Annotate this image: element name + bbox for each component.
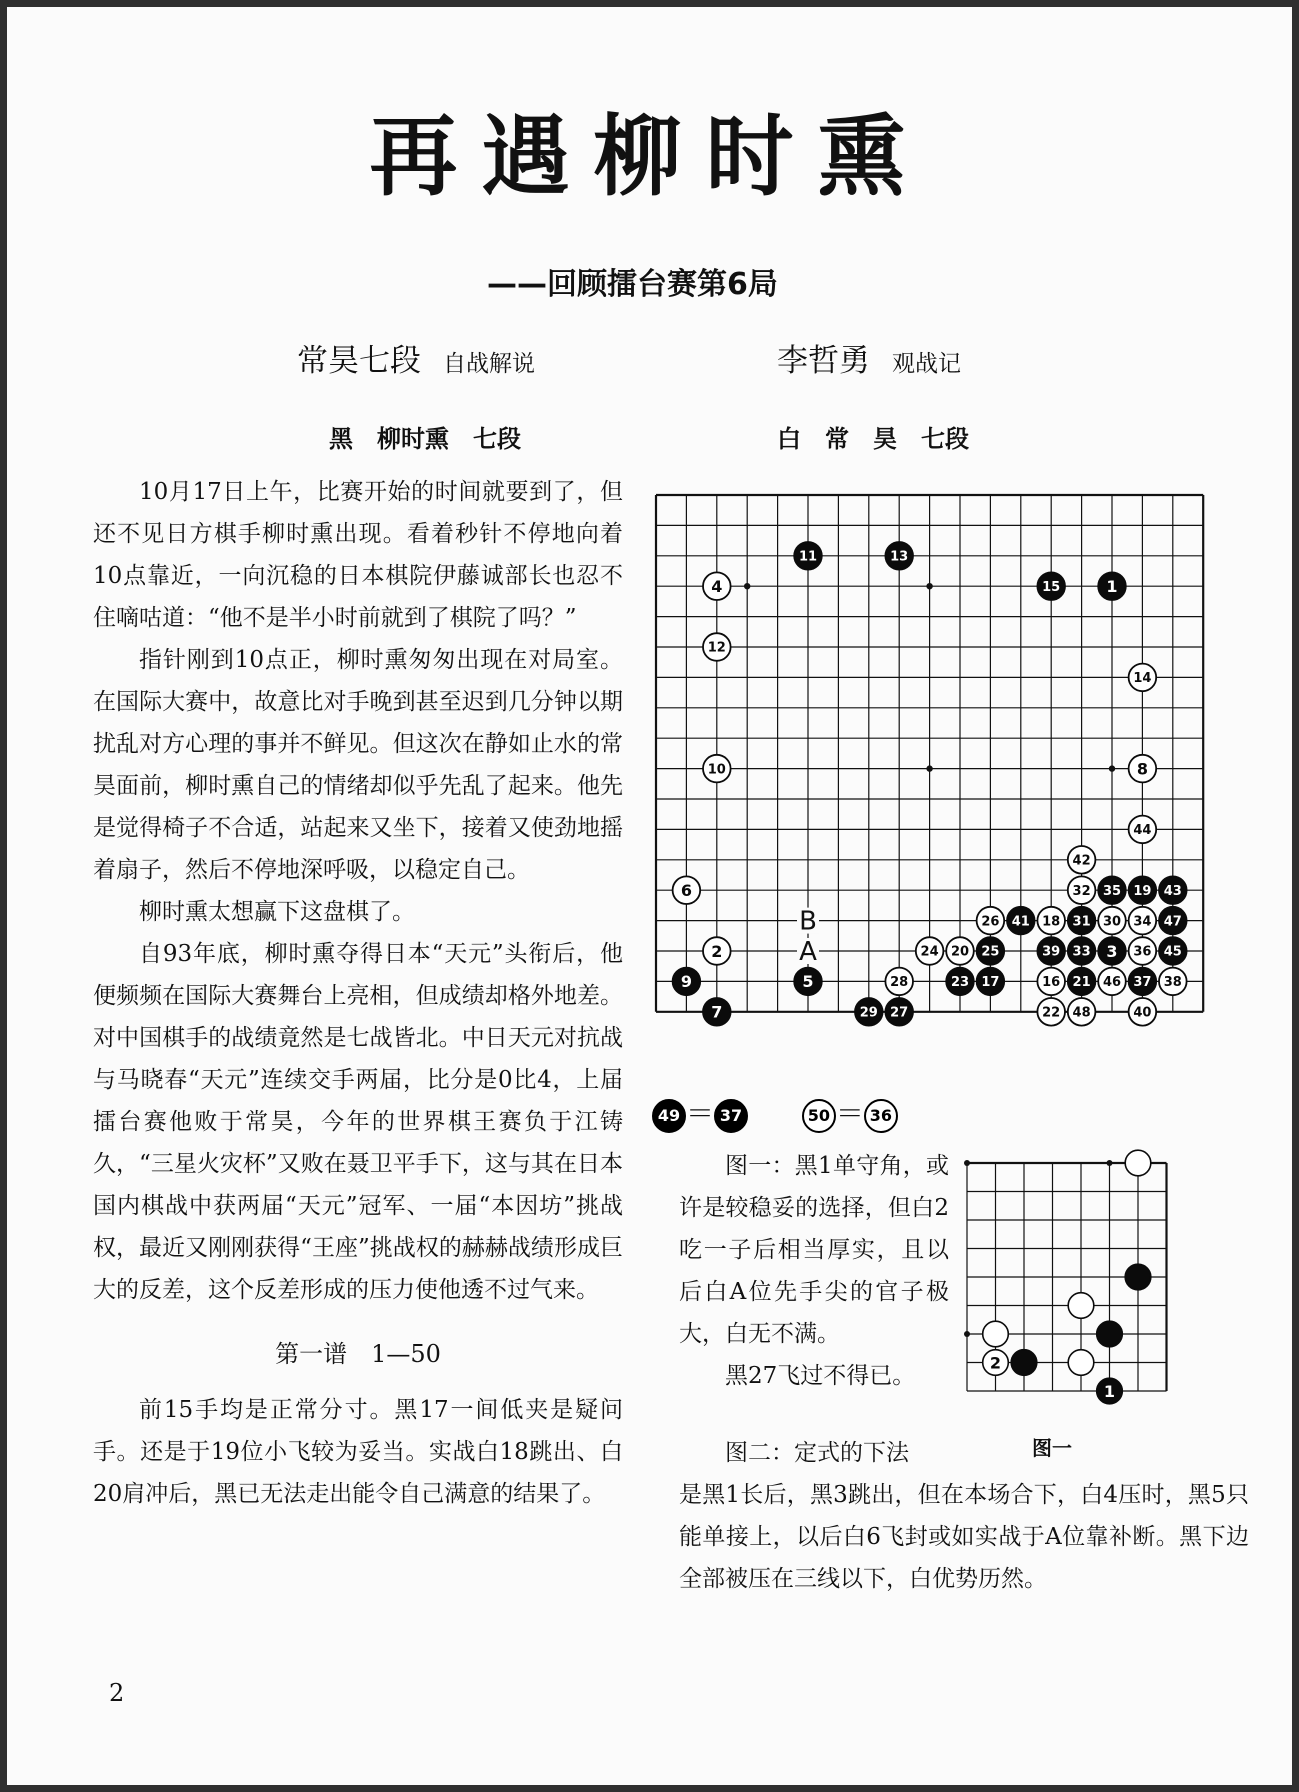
move-number: 17 [981, 975, 1000, 991]
move-number: 15 [1042, 579, 1061, 595]
white-stone [1125, 1150, 1151, 1176]
author-left-role: 自战解说 [443, 351, 535, 377]
move-number: 24 [920, 944, 939, 960]
move-number: 34 [1133, 914, 1152, 930]
paragraph: 是黑1长后，黑3跳出，但在本场合下，白4压时，黑5只能单接上，以后白6飞封或如实战于A位靠补断。黑下边全部被压在三线以下，白优势历然。 [679, 1482, 1249, 1592]
move-number: 11 [798, 549, 818, 565]
white-stone: 50 [802, 1099, 836, 1133]
paragraph: 自93年底，柳时熏夺得日本“天元”头衔后，他便频频在国际大赛舞台上亮相，但成绩却格外地差。对中国棋手的战绩竟然是七战皆北。中日天元对抗战与马晓春“天元”连续交手两届，比分是0比4，上届擂台赛他败于常昊，今年的世界棋王赛负于江铸久，“三星火灾杯”又败在聂卫平手下，这与其在日本国内棋战中获两届“天元”冠军、一届“本因坊”挑战权，最近又刚刚获得“王座”挑战权的赫赫战绩形成巨大的反差，这个反差形成的压力使他透不过气来。 [93, 941, 623, 1303]
move-number: 23 [950, 975, 970, 991]
move-number: 47 [1163, 914, 1182, 930]
move-number: 14 [1133, 671, 1152, 687]
move-number: 28 [890, 975, 909, 991]
figure-one-diagram [955, 1147, 1227, 1419]
move-number: 9 [680, 972, 692, 992]
move-number: 31 [1072, 914, 1091, 930]
black-stone [1125, 1264, 1151, 1290]
star-point [964, 1331, 970, 1337]
black-stone [1011, 1350, 1037, 1376]
move-number: 39 [1042, 944, 1061, 960]
move-number: 26 [981, 914, 1000, 930]
move-number: 22 [1042, 1005, 1061, 1021]
move-number: 43 [1163, 883, 1182, 899]
black-stone: 49 [652, 1099, 686, 1133]
black-stone [1097, 1321, 1123, 1347]
page [7, 7, 1292, 1785]
stone-equivalences [652, 1092, 898, 1133]
move-number: 32 [1072, 883, 1091, 899]
move-number: 19 [1133, 883, 1152, 899]
point-label: B [799, 906, 817, 937]
equals-sign: ＝ [686, 1097, 715, 1130]
move-number: 36 [1133, 944, 1152, 960]
article-subtitle: ——回顾擂台赛第6局 [487, 267, 778, 302]
author-right-role: 观战记 [892, 351, 961, 377]
black-stone: 37 [714, 1099, 748, 1133]
star-point [926, 765, 932, 771]
move-number: 2 [989, 1353, 1002, 1373]
move-number: 33 [1072, 944, 1091, 960]
move-number: 4 [711, 576, 723, 596]
star-point [744, 583, 750, 589]
author-right [777, 335, 961, 380]
point-label: A [799, 937, 817, 967]
paragraph: 柳时熏太想赢下这盘棋了。 [139, 899, 415, 925]
move-number: 1 [1106, 576, 1118, 596]
move-number: 5 [802, 972, 814, 992]
move-number: 40 [1133, 1005, 1152, 1021]
move-number: 42 [1072, 853, 1091, 869]
star-point [926, 583, 932, 589]
move-number: 37 [1133, 975, 1152, 991]
player-white: 白 常 昊 七段 [777, 425, 969, 453]
move-number: 2 [711, 941, 723, 961]
white-stone [1068, 1293, 1094, 1319]
star-point [964, 1160, 970, 1166]
move-number: 16 [1042, 975, 1061, 991]
move-number: 35 [1102, 883, 1122, 899]
right-bottom-text [679, 1432, 1249, 1600]
left-column [93, 471, 623, 1515]
right-column [679, 1145, 949, 1397]
move-number: 30 [1102, 914, 1122, 930]
move-number: 1 [1103, 1382, 1116, 1401]
move-number: 18 [1042, 914, 1061, 930]
author-left-name: 常昊七段 [297, 343, 421, 379]
star-point [1109, 765, 1115, 771]
paragraph: 黑27飞过不得已。 [725, 1363, 916, 1389]
move-number: 41 [1011, 914, 1030, 930]
section-title: 第一谱 1—50 [275, 1340, 441, 1368]
move-number: 38 [1163, 975, 1182, 991]
white-stone: 36 [864, 1099, 898, 1133]
move-number: 12 [707, 640, 726, 656]
white-stone [983, 1321, 1009, 1347]
equals-sign: ＝ [835, 1097, 864, 1130]
white-stone [1068, 1350, 1094, 1376]
move-number: 13 [890, 549, 909, 565]
move-number: 27 [890, 1005, 909, 1021]
page-number: 2 [109, 1679, 125, 1707]
move-number: 29 [859, 1005, 878, 1021]
paragraph: 图一：黑1单守角，或许是较稳妥的选择，但白2吃一子后相当厚实，且以后白A位先手尖的官子极大，白无不满。 [679, 1153, 949, 1347]
paragraph: 图二：定式的下法 [725, 1440, 909, 1466]
move-number: 21 [1072, 975, 1091, 991]
author-left [297, 335, 535, 380]
article-title: 再遇柳时熏 [369, 105, 930, 208]
move-number: 46 [1102, 975, 1122, 991]
move-number: 8 [1136, 759, 1148, 779]
paragraph: 前15手均是正常分寸。黑17一间低夹是疑问手。还是于19位小飞较为妥当。实战白18跳出、白20肩冲后，黑已无法走出能令自己满意的结果了。 [93, 1397, 623, 1507]
star-point [1107, 1160, 1113, 1166]
paragraph: 10月17日上午，比赛开始的时间就要到了，但还不见日方棋手柳时熏出现。看着秒针不停地向着10点靠近，一向沉稳的日本棋院伊藤诚部长也忍不住嘀咕道：“他不是半小时前就到了棋院了吗？” [93, 479, 623, 631]
move-number: 7 [711, 1002, 723, 1022]
move-number: 10 [707, 762, 726, 778]
move-number: 6 [680, 880, 692, 900]
move-number: 45 [1163, 944, 1182, 960]
move-number: 44 [1133, 823, 1152, 839]
author-right-name: 李哲勇 [777, 343, 870, 379]
figure-label: 图一 [1032, 1436, 1072, 1460]
move-number: 20 [950, 944, 970, 960]
move-number: 25 [981, 944, 1000, 960]
player-black: 黑 柳时熏 七段 [329, 425, 521, 453]
move-number: 48 [1072, 1005, 1091, 1021]
paragraph: 指针刚到10点正，柳时熏匆匆出现在对局室。在国际大赛中，故意比对手晚到甚至迟到几分钟以期扰乱对方心理的事并不鲜见。但这次在静如止水的常昊面前，柳时熏自己的情绪却似乎先乱了起来。他先是觉得椅子不合适，站起来又坐下，接着又使劲地摇着扇子，然后不停地深呼吸，以稳定自己。 [93, 647, 623, 883]
go-board-diagram [647, 485, 1217, 1047]
move-number: 3 [1106, 941, 1118, 961]
